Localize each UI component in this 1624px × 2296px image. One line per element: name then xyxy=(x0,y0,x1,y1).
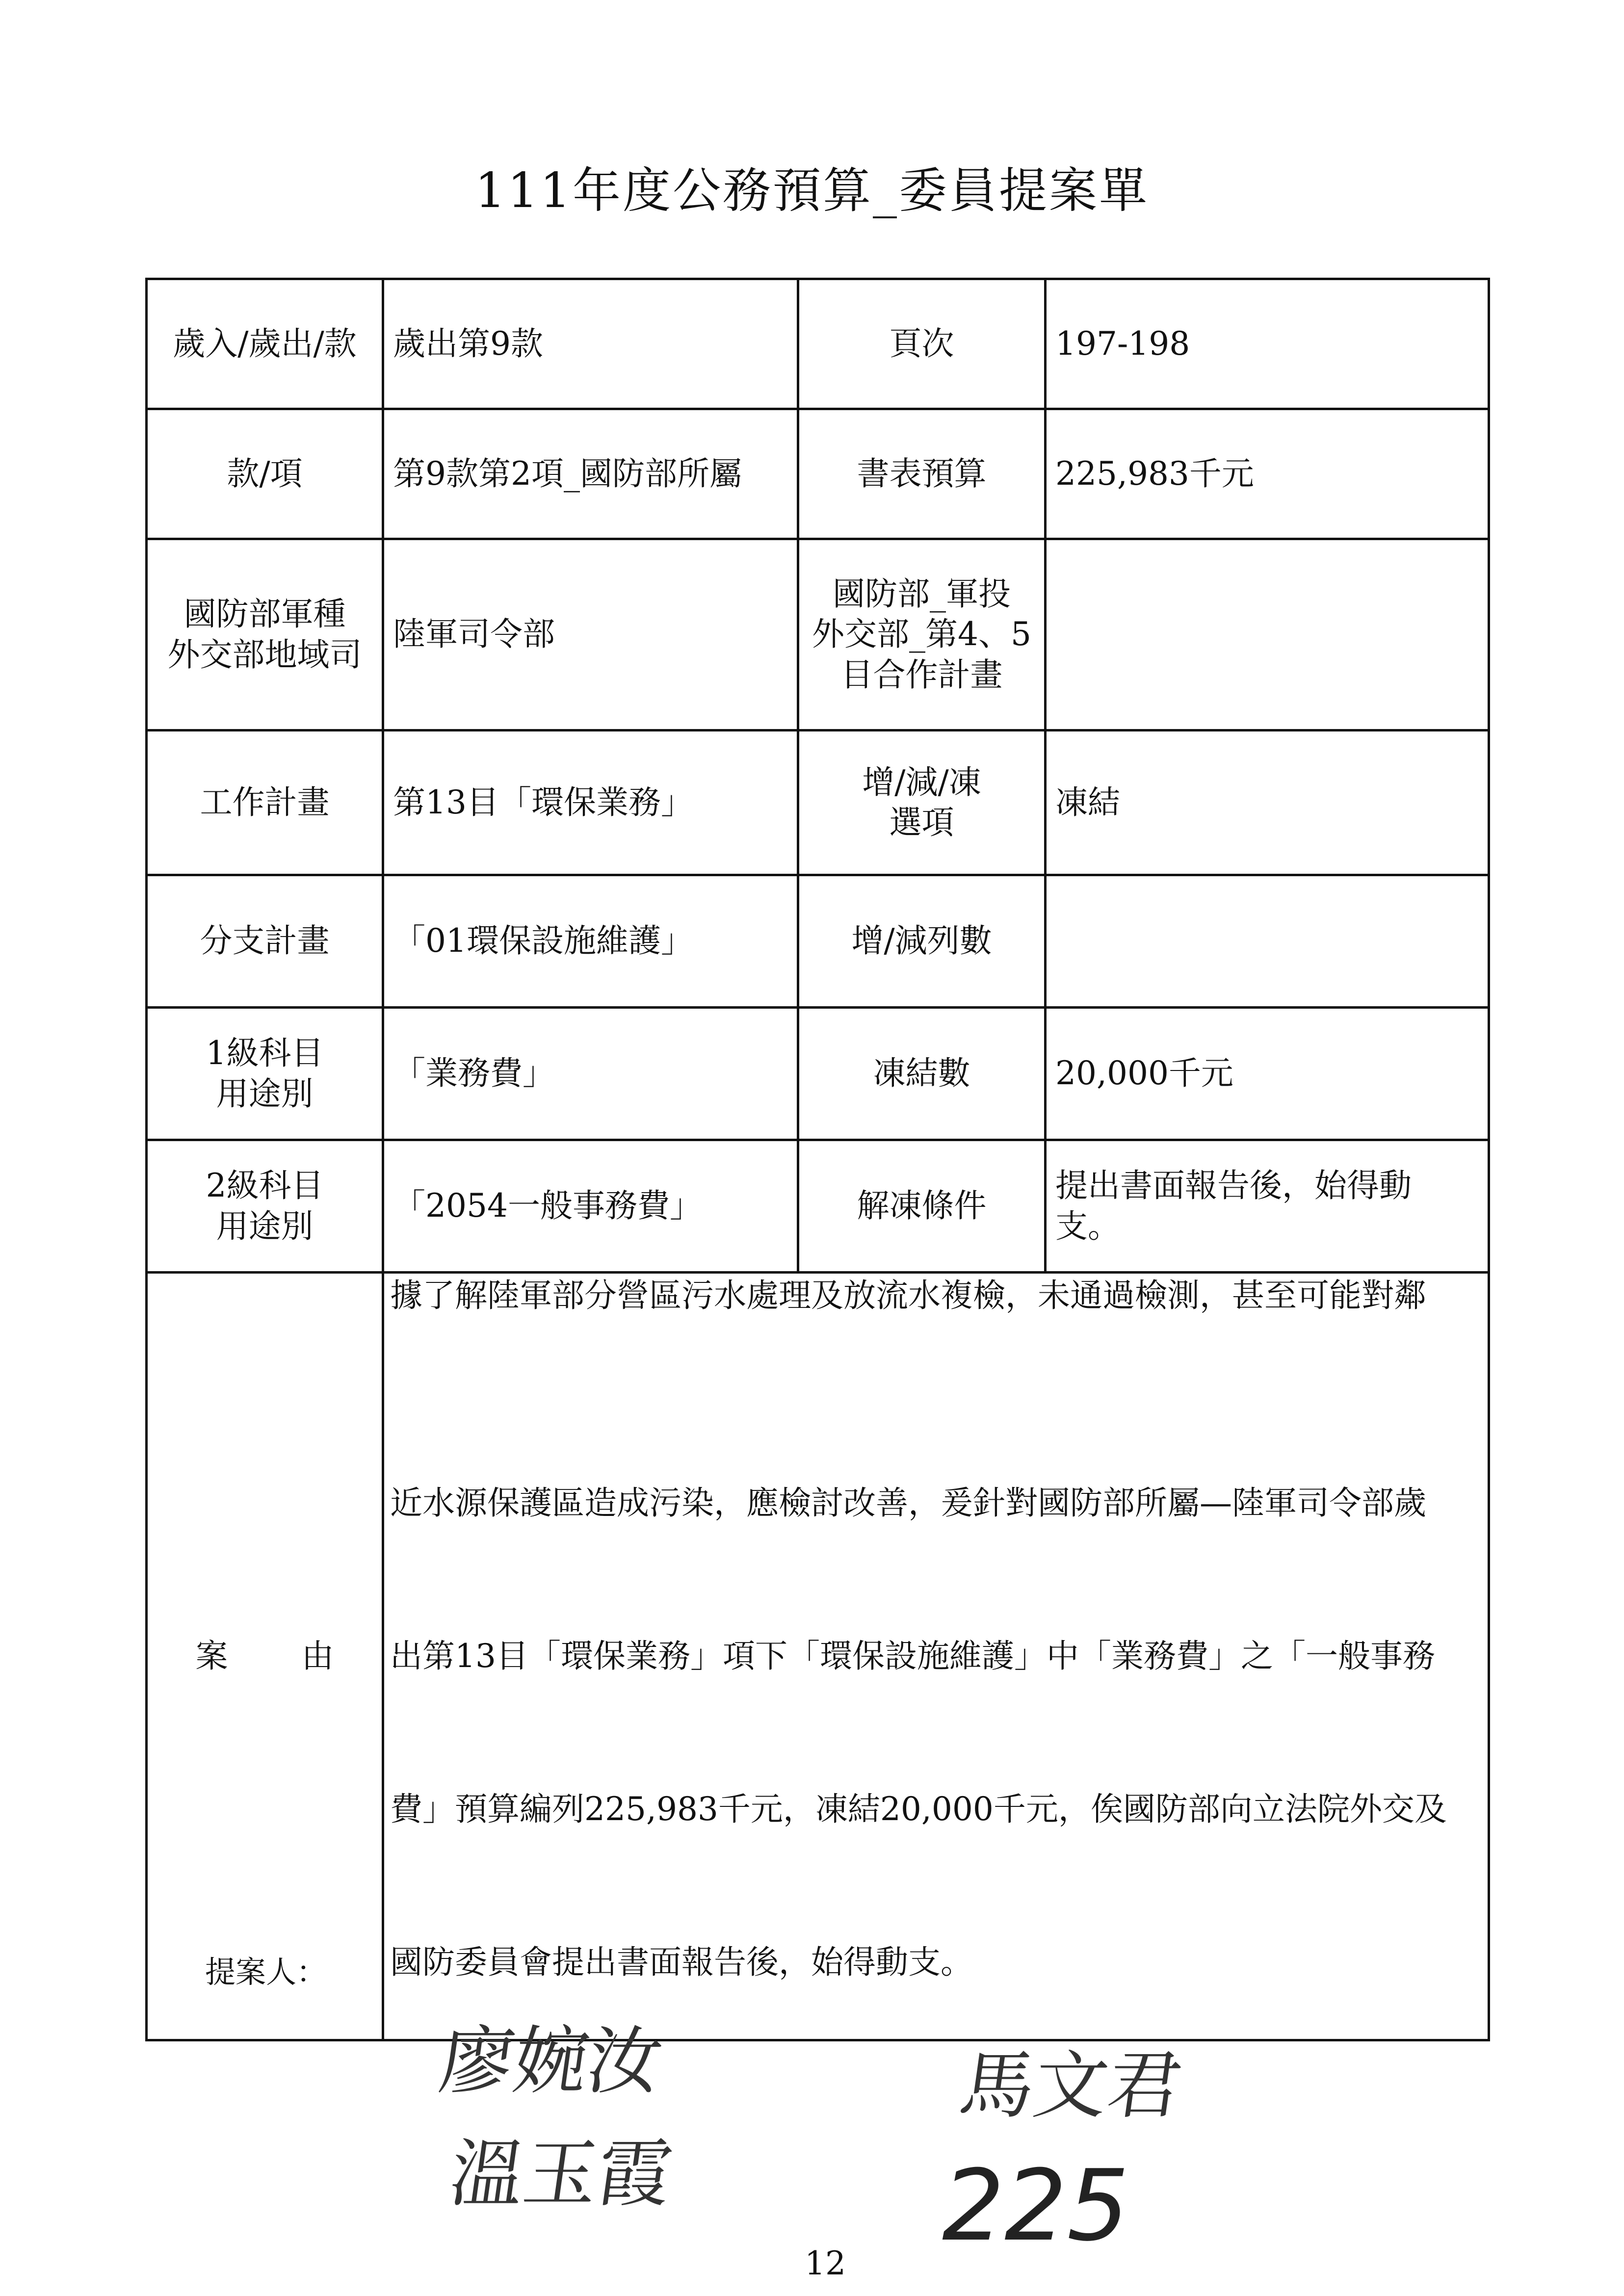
label-reason xyxy=(147,1273,383,2040)
form-row-budget-type xyxy=(147,279,1489,409)
value-work-plan: 第13目「環保業務」 xyxy=(383,731,798,875)
label-plan-category-line3: 目合作計畫 xyxy=(840,655,1003,694)
form-row-item xyxy=(147,409,1489,539)
label-budget-type: 歲入/歲出/款 xyxy=(147,279,383,409)
proposer-label: 提案人： xyxy=(205,1954,327,1990)
form-row-reason xyxy=(147,1273,1489,2040)
reason-line: 近水源保護區造成污染，應檢討改善，爰針對國防部所屬—陸軍司令部歲 xyxy=(390,1484,1426,1522)
signature-handwritten: 溫玉霞 xyxy=(444,2132,678,2217)
label-action-option xyxy=(798,731,1046,875)
label-level2-subject xyxy=(147,1140,383,1273)
label-plan-category-line2: 外交部_第4、5 xyxy=(812,615,1031,653)
proposal-form-table xyxy=(145,278,1490,2041)
label-action-option-line2: 選項 xyxy=(889,804,954,841)
value-item: 第9款第2項_國防部所屬 xyxy=(383,409,798,539)
value-level2-subject: 「2054一般事務費」 xyxy=(383,1140,798,1273)
value-unfreeze-condition-line1: 提出書面報告後，始得動 xyxy=(1055,1167,1412,1204)
label-level2-subject-line1: 2級科目 xyxy=(206,1167,324,1204)
value-page: 197-198 xyxy=(1046,279,1489,409)
label-action-option-line1: 增/減/凍 xyxy=(862,763,981,801)
page-number: 12 xyxy=(805,2244,846,2282)
label-department-line1: 國防部軍種 xyxy=(183,595,346,633)
label-item: 款/項 xyxy=(147,409,383,539)
signature-handwritten: 馬文君 xyxy=(954,2043,1188,2129)
label-sub-plan: 分支計畫 xyxy=(147,875,383,1008)
label-change-amount: 增/減列數 xyxy=(798,875,1046,1008)
form-row-level1-subject xyxy=(147,1008,1489,1140)
value-unfreeze-condition xyxy=(1046,1140,1489,1273)
value-budget-type: 歲出第9款 xyxy=(383,279,798,409)
reason-line: 費」預算編列225,983千元，凍結20,000千元，俟國防部向立法院外交及 xyxy=(390,1790,1447,1828)
label-level2-subject-line2: 用途別 xyxy=(216,1207,314,1245)
label-work-plan: 工作計畫 xyxy=(147,731,383,875)
value-action-option: 凍結 xyxy=(1046,731,1489,875)
label-level1-subject xyxy=(147,1008,383,1140)
label-reason-char1: 案 xyxy=(195,1637,228,1675)
label-book-budget: 書表預算 xyxy=(798,409,1046,539)
label-page: 頁次 xyxy=(798,279,1046,409)
label-plan-category xyxy=(798,539,1046,731)
value-unfreeze-condition-line2: 支。 xyxy=(1055,1207,1120,1245)
value-sub-plan: 「01環保設施維護」 xyxy=(383,875,798,1008)
value-freeze-amount: 20,000千元 xyxy=(1046,1008,1489,1140)
reason-line: 出第13目「環保業務」項下「環保設施維護」中「業務費」之「一般事務 xyxy=(390,1637,1435,1675)
page-title: 111年度公務預算_委員提案單 xyxy=(474,163,1150,219)
value-reason xyxy=(383,1273,1489,2040)
label-unfreeze-condition: 解凍條件 xyxy=(798,1140,1046,1273)
value-department: 陸軍司令部 xyxy=(383,539,798,731)
label-plan-category-line1: 國防部_軍投 xyxy=(833,574,1011,613)
form-row-work-plan xyxy=(147,731,1489,875)
label-department-line2: 外交部地域司 xyxy=(167,635,362,674)
form-row-sub-plan xyxy=(147,875,1489,1008)
handwritten-number: 225 xyxy=(942,2149,1129,2263)
value-level1-subject: 「業務費」 xyxy=(383,1008,798,1140)
label-level1-subject-line2: 用途別 xyxy=(216,1074,314,1113)
value-change-amount xyxy=(1046,875,1489,1008)
value-book-budget: 225,983千元 xyxy=(1046,409,1489,539)
reason-line: 據了解陸軍部分營區污水處理及放流水複檢，未通過檢測，甚至可能對鄰 xyxy=(390,1277,1426,1314)
label-freeze-amount: 凍結數 xyxy=(798,1008,1046,1140)
label-level1-subject-line1: 1級科目 xyxy=(206,1034,324,1072)
signature-handwritten: 廖婉汝 xyxy=(434,2019,668,2104)
value-plan-category xyxy=(1046,539,1489,731)
form-row-department xyxy=(147,539,1489,731)
reason-line: 國防委員會提出書面報告後，始得動支。 xyxy=(390,1943,973,1981)
label-reason-char2: 由 xyxy=(301,1637,334,1675)
form-row-level2-subject xyxy=(147,1140,1489,1273)
label-department xyxy=(147,539,383,731)
